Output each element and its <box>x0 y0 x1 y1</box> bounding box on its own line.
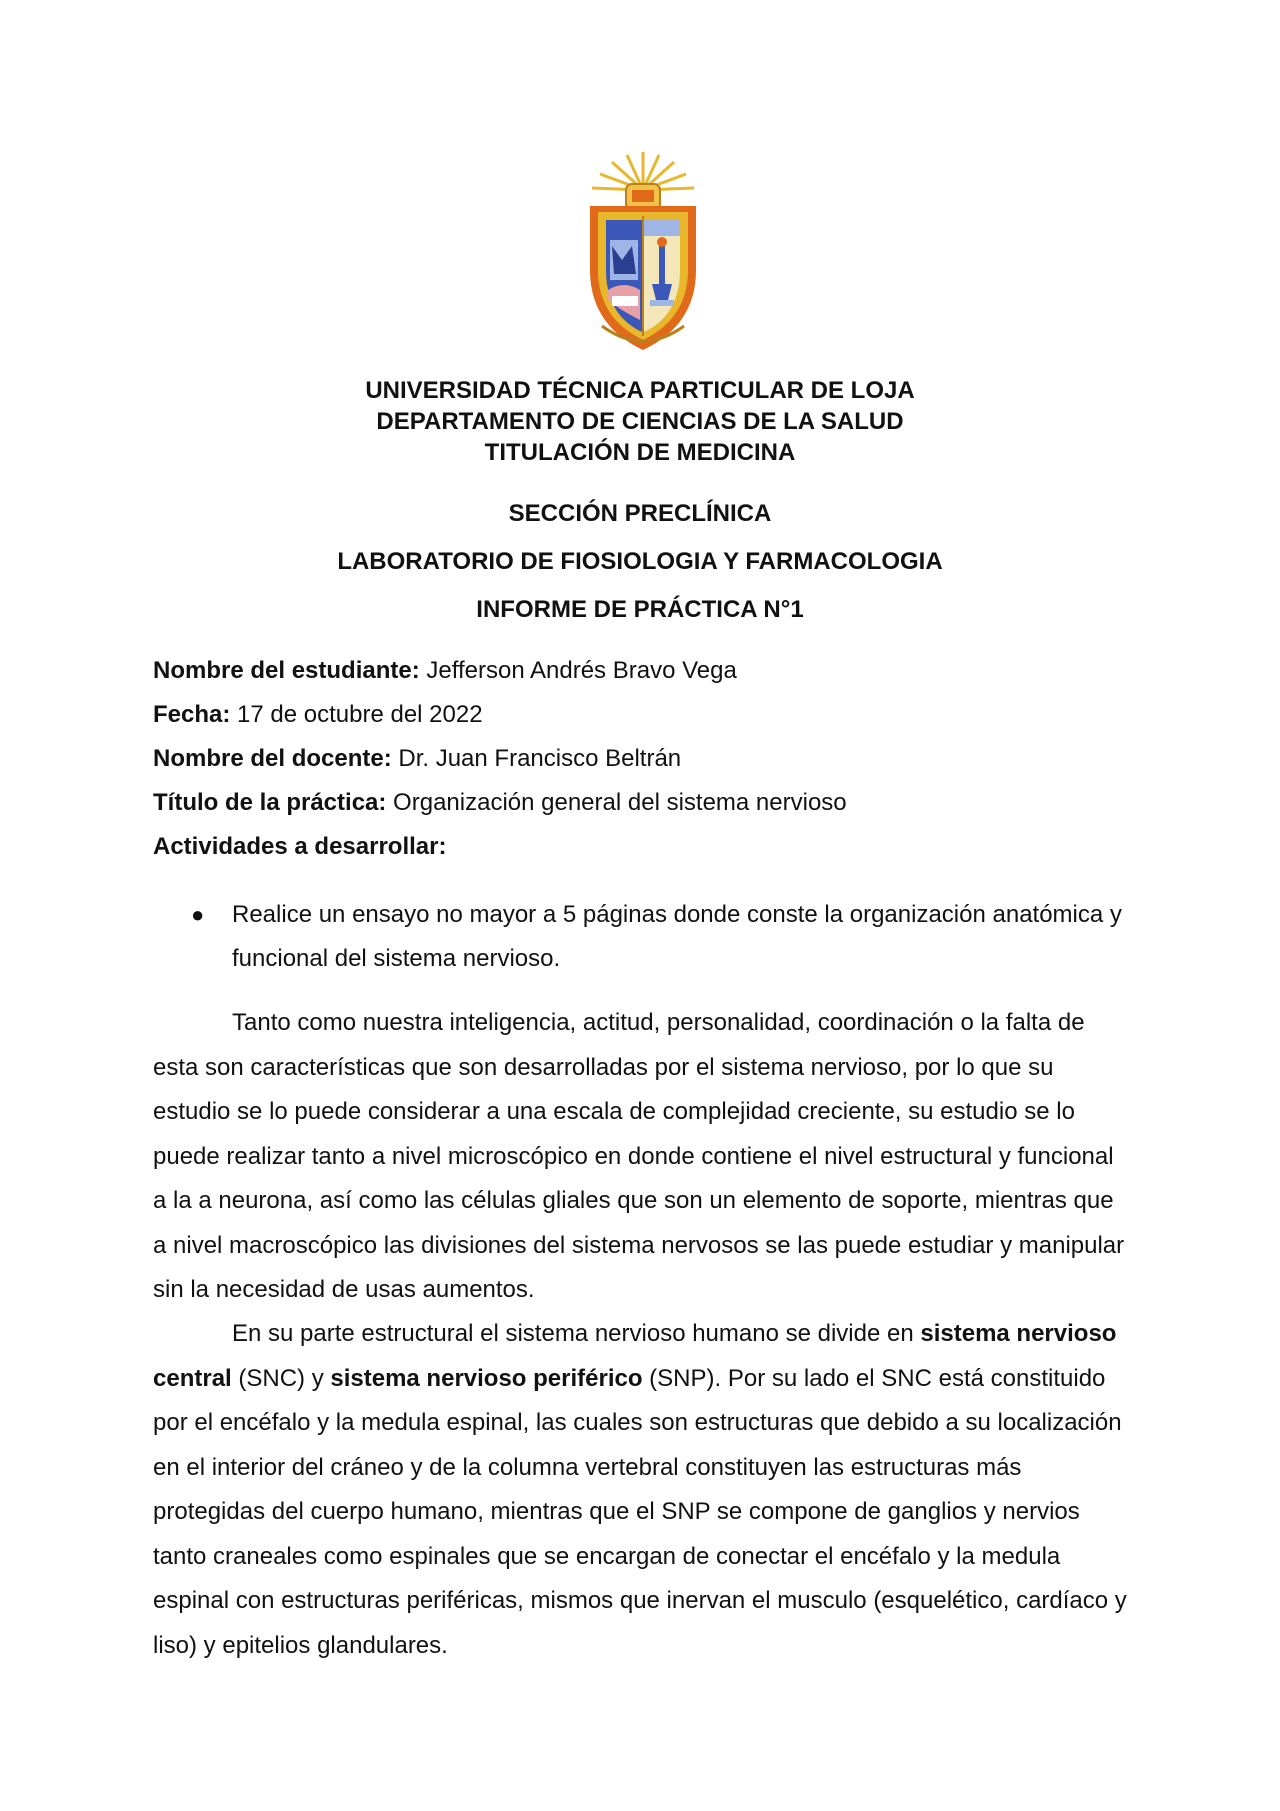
term-snp: sistema nervioso periférico <box>330 1364 643 1392</box>
degree-name: TITULACIÓN DE MEDICINA <box>484 439 796 466</box>
report-title: INFORME DE PRÁCTICA N°1 <box>476 596 804 623</box>
department-name: DEPARTAMENTO DE CIENCIAS DE LA SALUD <box>376 408 904 435</box>
practice-title-line <box>153 788 847 818</box>
date-value: 17 de octubre del 2022 <box>230 701 483 728</box>
lab-title: LABORATORIO DE FIOSIOLOGIA Y FARMACOLOGIA <box>337 548 943 575</box>
date-label: Fecha: <box>153 701 231 728</box>
paragraph-structure <box>153 1312 1131 1668</box>
teacher-value: Dr. Juan Francisco Beltrán <box>391 745 682 772</box>
paragraph-structure-text-1: En su parte estructural el sistema nervioso humano se divide en <box>232 1320 921 1347</box>
practice-title-label: Título de la práctica: <box>153 789 387 816</box>
practice-title-value: Organización general del sistema nervioso <box>386 789 847 816</box>
university-name: UNIVERSIDAD TÉCNICA PARTICULAR DE LOJA <box>365 377 915 404</box>
institution-header <box>0 375 1280 468</box>
term-snc: sistema nervioso central <box>153 1320 1117 1392</box>
teacher-label: Nombre del docente: <box>153 745 392 772</box>
activities-list <box>153 893 1133 981</box>
student-label: Nombre del estudiante: <box>153 657 420 684</box>
student-value: Jefferson Andrés Bravo Vega <box>419 657 737 684</box>
section-title: SECCIÓN PRECLÍNICA <box>508 500 772 527</box>
teacher-line <box>153 744 681 774</box>
activities-line <box>153 832 446 862</box>
paragraph-structure-text-3: (SNP). Por su lado el SNC está constituido por el encéfalo y la medula espinal, las cuales son estructuras que debido a su localización en el interior del cráneo y de la columna vertebral constituyen las estructuras más protegidas del cuerpo humano, mientras que el SNP se compone de ganglios y nervios tanto craneales como espinales que se encargan de conectar el encéfalo y la medula espinal con estructuras periféricas, mismos que inervan el musculo (esquelético, cardíaco y liso) y epitelios glandulares. <box>153 1364 1127 1659</box>
date-line <box>153 700 483 730</box>
university-crest-icon <box>582 150 704 355</box>
bullet-icon: ● <box>191 902 205 927</box>
list-item-text: Realice un ensayo no mayor a 5 páginas donde conste la organización anatómica y funcional del sistema nervioso. <box>232 901 1122 972</box>
list-item <box>153 893 1133 981</box>
paragraph-intro <box>153 1001 1131 1313</box>
student-line <box>153 656 737 686</box>
activities-label: Actividades a desarrollar: <box>153 833 447 860</box>
paragraph-structure-text-2: (SNC) y <box>231 1364 331 1392</box>
paragraph-intro-text: Tanto como nuestra inteligencia, actitud, personalidad, coordinación o la falta de esta son características que son desarrolladas por el sistema nervioso, por lo que su estudio se lo puede considerar a una escala de complejidad creciente, su estudio se lo puede realizar tanto a nivel microscópico en donde contiene el nivel estructural y funcional a la a neurona, así como las células gliales que son un elemento de soporte, mientras que a nivel macroscópico las divisiones del sistema nervosos se las puede estudiar y manipular sin la necesidad de usas aumentos. <box>153 1009 1125 1303</box>
